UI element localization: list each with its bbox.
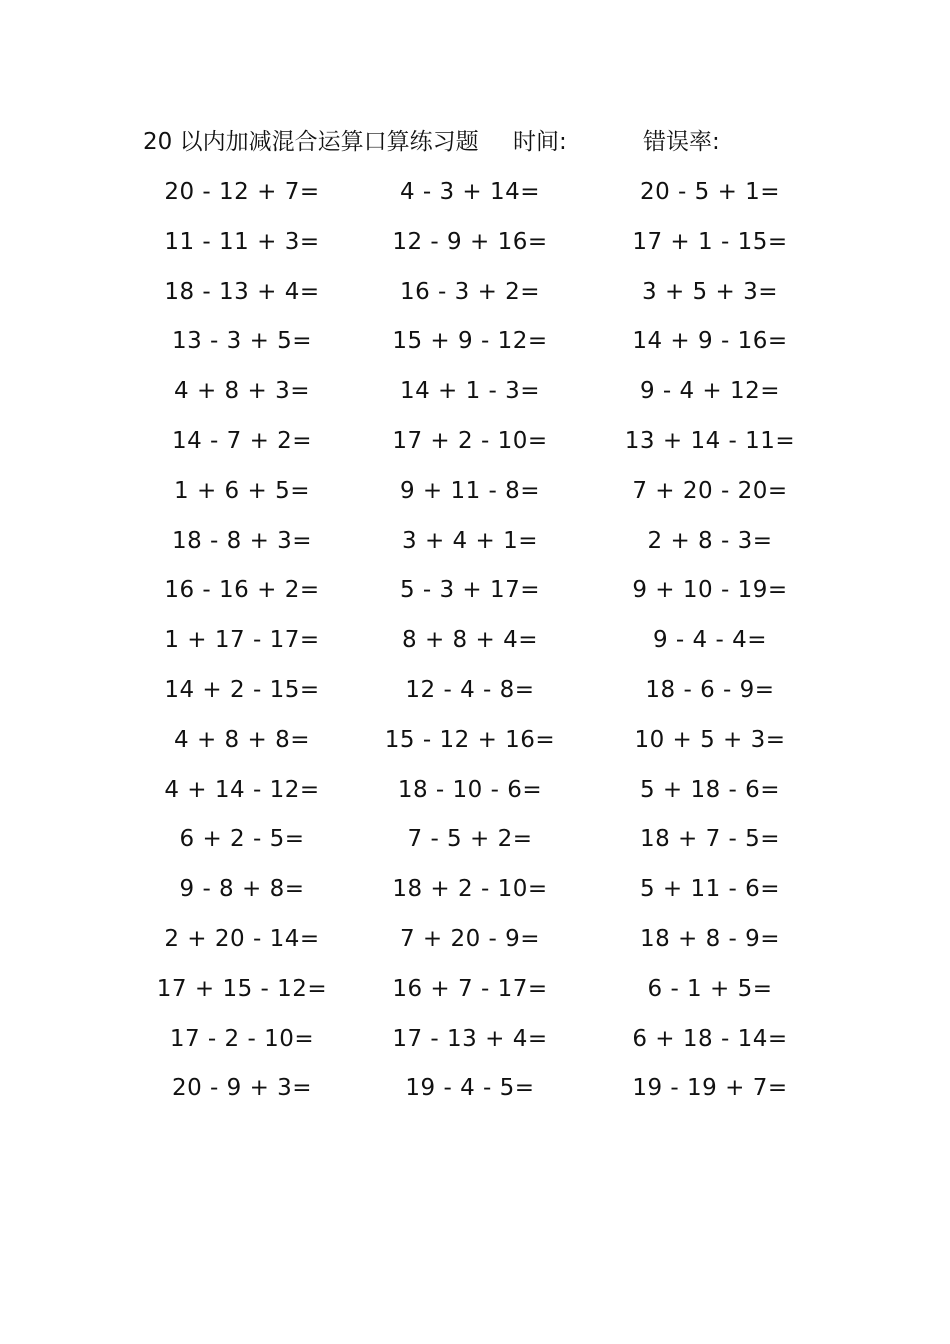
- problem-row: [120, 172, 840, 222]
- arithmetic-problem: 14 + 1 - 3=: [399, 378, 541, 405]
- arithmetic-problem: 18 - 10 - 6=: [397, 776, 543, 803]
- arithmetic-problem: 13 + 14 - 11=: [624, 427, 796, 454]
- arithmetic-problem: 1 + 17 - 17=: [164, 627, 320, 654]
- arithmetic-problem: 18 + 7 - 5=: [639, 826, 781, 853]
- arithmetic-problem: 4 + 8 + 8=: [174, 726, 310, 753]
- arithmetic-problem: 4 - 3 + 14=: [399, 179, 541, 205]
- problem-row: [120, 720, 840, 770]
- arithmetic-problem: 3 + 5 + 3=: [642, 278, 778, 305]
- arithmetic-problem: 9 - 4 + 12=: [639, 378, 781, 405]
- arithmetic-problem: 4 + 14 - 12=: [164, 776, 320, 803]
- arithmetic-problem: 2 + 8 - 3=: [647, 527, 773, 554]
- arithmetic-problem: 18 - 8 + 3=: [171, 527, 313, 554]
- problem-row: [120, 770, 840, 820]
- arithmetic-problem: 15 + 9 - 12=: [392, 328, 548, 355]
- worksheet-header: [143, 124, 843, 160]
- arithmetic-problem: 13 - 3 + 5=: [171, 328, 313, 355]
- problem-row: [120, 272, 840, 322]
- problem-row: [120, 222, 840, 272]
- arithmetic-problem: 6 + 18 - 14=: [632, 1025, 788, 1052]
- arithmetic-problem: 15 - 12 + 16=: [384, 726, 556, 753]
- arithmetic-problem: 18 - 6 - 9=: [645, 676, 775, 703]
- arithmetic-problem: 10 + 5 + 3=: [634, 726, 786, 753]
- arithmetic-problem: 9 + 10 - 19=: [632, 577, 788, 604]
- error-rate-label: 错误率:: [643, 129, 720, 155]
- problem-row: [120, 521, 840, 571]
- arithmetic-problem: 2 + 20 - 14=: [164, 925, 320, 952]
- arithmetic-problem: 8 + 8 + 4=: [402, 627, 538, 654]
- worksheet-title: 20 以内加减混合运算口算练习题: [143, 129, 479, 155]
- problem-row: [120, 869, 840, 919]
- arithmetic-problem: 17 - 2 - 10=: [169, 1025, 315, 1052]
- arithmetic-problem: 9 - 8 + 8=: [179, 876, 305, 903]
- arithmetic-problem: 17 + 15 - 12=: [156, 975, 328, 1002]
- arithmetic-problem: 14 - 7 + 2=: [171, 427, 313, 454]
- problem-row: [120, 969, 840, 1019]
- arithmetic-problem: 18 - 13 + 4=: [164, 278, 320, 305]
- arithmetic-problem: 17 + 2 - 10=: [392, 427, 548, 454]
- arithmetic-problem: 14 + 2 - 15=: [164, 676, 320, 703]
- arithmetic-problem: 3 + 4 + 1=: [402, 527, 538, 554]
- arithmetic-problem: 6 - 1 + 5=: [647, 975, 773, 1002]
- arithmetic-problem: 14 + 9 - 16=: [632, 328, 788, 355]
- arithmetic-problem: 18 + 8 - 9=: [639, 925, 781, 952]
- problem-row: [120, 321, 840, 371]
- arithmetic-problem: 7 + 20 - 20=: [632, 477, 788, 504]
- problem-row: [120, 371, 840, 421]
- problem-grid: [120, 172, 840, 1118]
- problem-row: [120, 620, 840, 670]
- problem-row: [120, 421, 840, 471]
- problem-row: [120, 670, 840, 720]
- problem-row: [120, 819, 840, 869]
- arithmetic-problem: 20 - 5 + 1=: [639, 179, 781, 205]
- arithmetic-problem: 17 - 13 + 4=: [392, 1025, 548, 1052]
- arithmetic-problem: 20 - 9 + 3=: [171, 1075, 313, 1102]
- arithmetic-problem: 19 - 19 + 7=: [632, 1075, 788, 1102]
- arithmetic-problem: 5 - 3 + 17=: [399, 577, 541, 604]
- arithmetic-problem: 16 + 7 - 17=: [392, 975, 548, 1002]
- arithmetic-problem: 17 + 1 - 15=: [632, 228, 788, 255]
- arithmetic-problem: 18 + 2 - 10=: [392, 876, 548, 903]
- problem-row: [120, 1019, 840, 1069]
- arithmetic-problem: 5 + 11 - 6=: [639, 876, 781, 903]
- arithmetic-problem: 16 - 16 + 2=: [164, 577, 320, 604]
- arithmetic-problem: 7 - 5 + 2=: [407, 826, 533, 853]
- arithmetic-problem: 12 - 9 + 16=: [392, 228, 548, 255]
- problem-row: [120, 471, 840, 521]
- arithmetic-problem: 9 + 11 - 8=: [399, 477, 541, 504]
- problem-row: [120, 919, 840, 969]
- arithmetic-problem: 7 + 20 - 9=: [399, 925, 541, 952]
- arithmetic-problem: 19 - 4 - 5=: [405, 1075, 535, 1102]
- problem-row: [120, 570, 840, 620]
- arithmetic-problem: 5 + 18 - 6=: [639, 776, 781, 803]
- arithmetic-problem: 11 - 11 + 3=: [164, 228, 320, 255]
- arithmetic-problem: 20 - 12 + 7=: [164, 179, 320, 205]
- arithmetic-problem: 16 - 3 + 2=: [399, 278, 541, 305]
- arithmetic-problem: 12 - 4 - 8=: [405, 676, 535, 703]
- arithmetic-problem: 4 + 8 + 3=: [174, 378, 310, 405]
- time-label: 时间:: [513, 129, 567, 155]
- problem-row: [120, 1068, 840, 1118]
- arithmetic-problem: 9 - 4 - 4=: [652, 627, 767, 654]
- arithmetic-problem: 1 + 6 + 5=: [174, 477, 310, 504]
- arithmetic-problem: 6 + 2 - 5=: [179, 826, 305, 853]
